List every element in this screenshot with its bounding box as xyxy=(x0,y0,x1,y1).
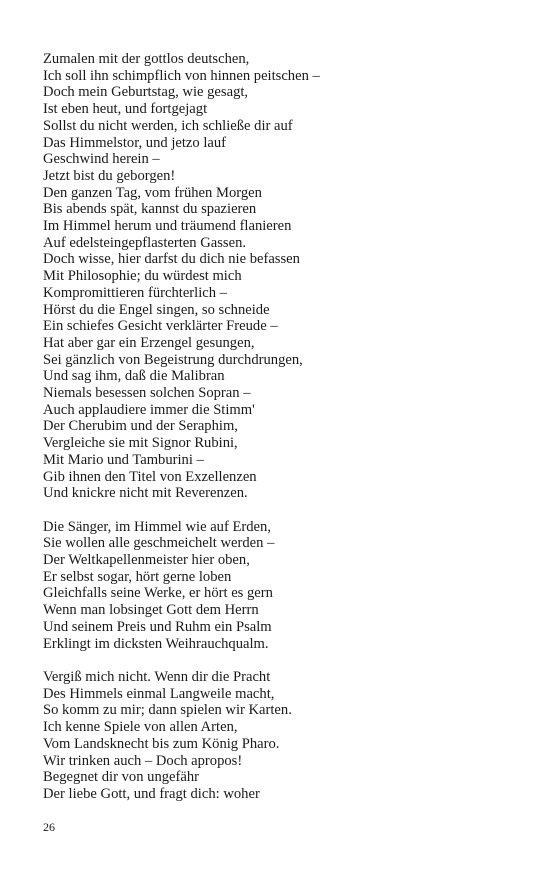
verse-line: Doch wisse, hier darfst du dich nie befassen xyxy=(43,251,300,268)
verse-line: Ein schiefes Gesicht verklärter Freude – xyxy=(43,318,278,335)
page-number: 26 xyxy=(43,820,55,834)
verse-line: Der Weltkapellenmeister hier oben, xyxy=(43,552,250,569)
verse-line: Mit Philosophie; du würdest mich xyxy=(43,268,242,285)
verse-line: Der Cherubim und der Seraphim, xyxy=(43,418,238,435)
stanza xyxy=(43,51,523,502)
verse-line: Begegnet dir von ungefähr xyxy=(43,769,200,786)
verse-line: Die Sänger, im Himmel wie auf Erden, xyxy=(43,518,271,535)
verse-line: Des Himmels einmal Langweile macht, xyxy=(43,685,275,702)
verse-line: Er selbst sogar, hört gerne loben xyxy=(43,568,232,585)
verse-line: Mit Mario und Tamburini – xyxy=(43,451,204,468)
verse-line: Jetzt bist du geborgen! xyxy=(43,167,176,184)
verse-line: Der liebe Gott, und fragt dich: woher xyxy=(43,785,260,802)
verse-line: Wenn man lobsinget Gott dem Herrn xyxy=(43,602,259,619)
verse-line: Und sag ihm, daß die Malibran xyxy=(43,368,225,385)
verse-line: Ist eben heut, und fortgejagt xyxy=(43,101,208,118)
verse-line: Bis abends spät, kannst du spazieren xyxy=(43,201,257,218)
verse-line: Kompromittieren fürchterlich – xyxy=(43,284,227,301)
verse-line: Im Himmel herum und träumend flanieren xyxy=(43,218,292,235)
verse-line: Sei gänzlich von Begeistrung durchdrungen, xyxy=(43,351,303,368)
stanza xyxy=(43,519,523,653)
verse-line: Doch mein Geburtstag, wie gesagt, xyxy=(43,84,249,101)
verse-line: Und knickre nicht mit Reverenzen. xyxy=(43,485,248,502)
verse-line: Auch applaudiere immer die Stimm' xyxy=(43,401,255,418)
verse-line: Hörst du die Engel singen, so schneide xyxy=(43,301,270,318)
verse-line: Und seinem Preis und Ruhm ein Psalm xyxy=(43,618,272,635)
verse-line: Vom Landsknecht bis zum König Pharo. xyxy=(43,735,280,752)
verse-line: Gleichfalls seine Werke, er hört es gern xyxy=(43,585,273,602)
verse-line: Vergleiche sie mit Signor Rubini, xyxy=(43,435,238,452)
verse-line: Das Himmelstor, und jetzo lauf xyxy=(43,134,227,151)
verse-line: Zumalen mit der gottlos deutschen, xyxy=(43,51,250,67)
verse-line: Sie wollen alle geschmeichelt werden – xyxy=(43,535,275,552)
verse-line: Wir trinken auch – Doch apropos! xyxy=(43,752,243,769)
stanza xyxy=(43,669,523,803)
verse-line: Erklingt im dicksten Weihrauchqualm. xyxy=(43,635,269,652)
verse-line: Vergiß mich nicht. Wenn dir die Pracht xyxy=(43,668,271,685)
verse-line: Gib ihnen den Titel von Exzellenzen xyxy=(43,468,257,485)
verse-line: Geschwind herein – xyxy=(43,151,160,168)
verse-line: Hat aber gar ein Erzengel gesungen, xyxy=(43,334,255,351)
verse-line: Ich soll ihn schimpflich von hinnen peitschen – xyxy=(43,67,320,84)
verse-line: Auf edelsteingepflasterten Gassen. xyxy=(43,234,247,251)
verse-line: Ich kenne Spiele von allen Arten, xyxy=(43,719,238,736)
poem-text xyxy=(43,51,523,803)
verse-line: So komm zu mir; dann spielen wir Karten. xyxy=(43,702,292,719)
verse-line: Niemals besessen solchen Sopran – xyxy=(43,385,251,402)
verse-line: Den ganzen Tag, vom frühen Morgen xyxy=(43,184,262,201)
verse-line: Sollst du nicht werden, ich schließe dir auf xyxy=(43,117,293,134)
